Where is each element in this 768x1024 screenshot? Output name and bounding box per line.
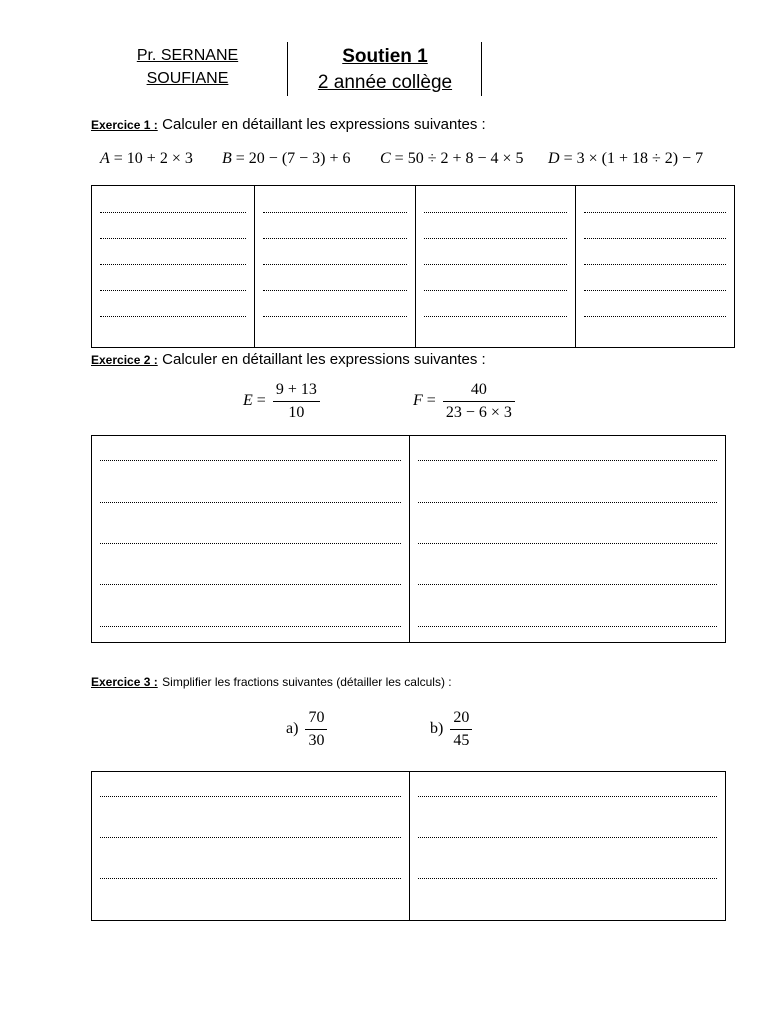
header-divider-right — [481, 42, 482, 96]
answer-line — [100, 837, 401, 838]
expression-e-fraction — [273, 381, 320, 422]
answer-line — [584, 212, 726, 213]
answer-line — [418, 878, 717, 879]
expression-d-name: D — [548, 150, 560, 167]
expression-b — [222, 150, 351, 168]
answer-line — [584, 238, 726, 239]
expression-e: E = $\frac{9 + 13}{10}$ — [243, 381, 323, 422]
worksheet-title — [290, 44, 480, 96]
teacher-name-line2: SOUFIANE — [146, 70, 229, 87]
exercise3-answer-table — [91, 771, 726, 921]
expression-f-numerator: 40 — [443, 381, 515, 402]
answer-line — [263, 264, 407, 265]
exercise1-label: Exercice 1 : — [91, 118, 158, 132]
expression-c-body: = 50 ÷ 2 + 8 − 4 × 5 — [394, 150, 524, 167]
answer-line — [263, 316, 407, 317]
expression-a-name: A — [100, 150, 110, 167]
header-divider-left — [287, 42, 288, 96]
answer-cell-c[interactable] — [415, 186, 575, 347]
answer-line — [100, 626, 401, 627]
answer-line — [100, 290, 246, 291]
expression-f: F = $\frac{40}{23 - 6 \times 3}$ — [413, 381, 518, 422]
answer-line — [418, 543, 717, 544]
answer-line — [100, 878, 401, 879]
answer-line — [100, 238, 246, 239]
teacher-name — [110, 44, 265, 90]
exercise1-instruction: Calculer en détaillant les expressions suivantes : — [162, 116, 486, 133]
exercise1-heading — [91, 116, 486, 134]
expression-b-name: B — [222, 150, 232, 167]
answer-line — [100, 316, 246, 317]
teacher-name-line1: Pr. SERNANE — [136, 47, 239, 64]
fraction-a-numerator: 70 — [305, 709, 327, 730]
answer-line — [100, 212, 246, 213]
exercise3-heading — [91, 673, 452, 691]
fraction-b-numerator: 20 — [450, 709, 472, 730]
answer-line — [424, 316, 567, 317]
answer-line — [263, 238, 407, 239]
fraction-a — [286, 709, 330, 750]
answer-line — [263, 290, 407, 291]
exercise3-label: Exercice 3 : — [91, 675, 158, 689]
answer-cell-f[interactable] — [409, 436, 725, 642]
answer-cell-b[interactable] — [254, 186, 415, 347]
answer-line — [424, 238, 567, 239]
fraction-b — [430, 709, 475, 750]
answer-line — [424, 212, 567, 213]
answer-cell-fraction-b[interactable] — [409, 772, 725, 920]
answer-line — [584, 290, 726, 291]
answer-line — [418, 502, 717, 503]
title-text: Soutien 1 — [342, 46, 428, 67]
answer-cell-d[interactable] — [575, 186, 734, 347]
answer-line — [100, 502, 401, 503]
fraction-b-value — [450, 709, 472, 750]
fraction-a-denominator: 30 — [308, 732, 325, 749]
answer-line — [424, 290, 567, 291]
answer-line — [100, 796, 401, 797]
answer-line — [100, 264, 246, 265]
expression-e-name: E — [243, 392, 253, 410]
answer-line — [418, 837, 717, 838]
exercise2-label: Exercice 2 : — [91, 353, 158, 367]
answer-line — [418, 626, 717, 627]
answer-line — [100, 543, 401, 544]
expression-a-body: = 10 + 2 × 3 — [113, 150, 193, 167]
exercise2-instruction: Calculer en détaillant les expressions suivantes : — [162, 351, 486, 368]
expression-c — [380, 150, 524, 168]
fraction-a-value — [305, 709, 327, 750]
answer-line — [418, 796, 717, 797]
expression-d — [548, 150, 703, 168]
exercise1-answer-table — [91, 185, 735, 348]
exercise3-instruction: Simplifier les fractions suivantes (détailler les calculs) : — [162, 675, 452, 689]
expression-f-name: F — [413, 392, 423, 410]
answer-line — [584, 316, 726, 317]
answer-line — [263, 212, 407, 213]
expression-b-body: = 20 − (7 − 3) + 6 — [235, 150, 351, 167]
expression-e-numerator: 9 + 13 — [273, 381, 320, 402]
answer-cell-e[interactable] — [92, 436, 409, 642]
answer-line — [418, 584, 717, 585]
level-text: 2 année collège — [317, 72, 453, 93]
answer-line — [418, 460, 717, 461]
answer-cell-a[interactable] — [92, 186, 254, 347]
expression-c-name: C — [380, 150, 391, 167]
expression-e-denominator: 10 — [288, 404, 305, 421]
fraction-b-denominator: 45 — [453, 732, 470, 749]
fraction-a-label: a) — [286, 720, 299, 738]
expression-f-denominator: 23 − 6 × 3 — [445, 404, 512, 421]
exercise2-heading — [91, 351, 486, 369]
fraction-b-label: b) — [430, 720, 444, 738]
expression-d-body: = 3 × (1 + 18 ÷ 2) − 7 — [563, 150, 704, 167]
answer-line — [424, 264, 567, 265]
expression-a — [100, 150, 193, 168]
exercise2-answer-table — [91, 435, 726, 643]
answer-cell-fraction-a[interactable] — [92, 772, 409, 920]
answer-line — [100, 584, 401, 585]
answer-line — [100, 460, 401, 461]
expression-f-fraction — [443, 381, 515, 422]
answer-line — [584, 264, 726, 265]
